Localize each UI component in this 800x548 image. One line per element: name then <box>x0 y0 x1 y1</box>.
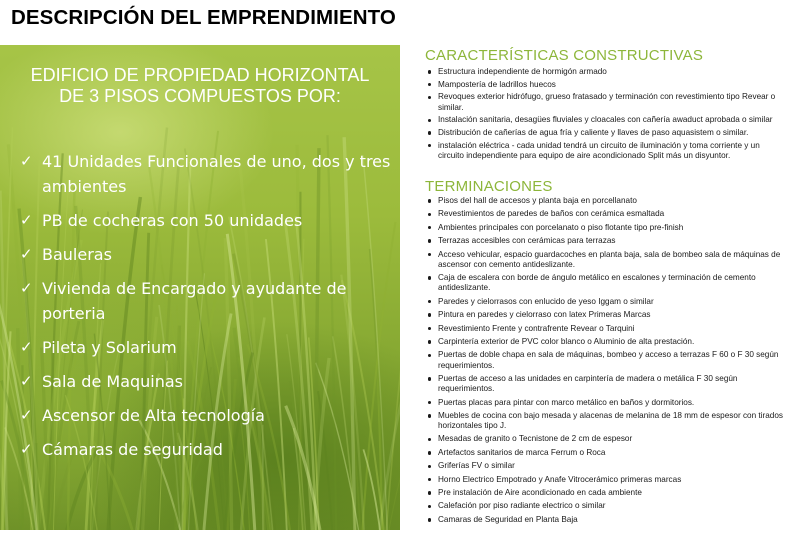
bullet-icon <box>428 144 431 147</box>
list-item-text: Carpintería exterior de PVC color blanco o Aluminio de alta prestación. <box>438 336 695 346</box>
feature-item <box>20 208 395 233</box>
list-item-text: Pintura en paredes y cielorraso con latex Primeras Marcas <box>438 310 651 320</box>
list-item-text: Muebles de cocina con bajo mesada y alacenas de melanina de 18 mm de espesor con tirados horizontales tipo J. <box>438 410 783 431</box>
page-title: DESCRIPCIÓN DEL EMPRENDIMIENTO <box>11 6 396 29</box>
list-item-text: Mesadas de granito o Tecnistone de 2 cm de espesor <box>438 434 633 444</box>
bullet-icon <box>428 253 431 256</box>
bullet-icon <box>428 518 431 521</box>
bullet-icon <box>428 354 431 357</box>
bullet-icon <box>428 478 431 481</box>
list-item <box>427 115 787 125</box>
check-icon: ✓ <box>20 211 33 229</box>
list-item-text: Instalación sanitaria, desagües fluviales y cloacales con cañería awaduct aprobada o similar <box>438 115 773 125</box>
feature-text: PB de cocheras con 50 unidades <box>42 211 303 230</box>
caracteristicas-list <box>427 67 787 164</box>
list-item <box>427 80 787 90</box>
list-item-text: Puertas placas para pintar con marco metálico en baños y dormitorios. <box>438 397 695 407</box>
list-item <box>427 411 787 431</box>
list-item <box>427 515 787 525</box>
feature-text: Vivienda de Encargado y ayudante de porteria <box>42 279 347 323</box>
panel-heading-line2: DE 3 PISOS COMPUESTOS POR: <box>59 86 341 106</box>
list-item-text: Ambientes principales con porcelanato o piso flotante tipo pre-finish <box>438 222 684 232</box>
list-item <box>427 434 787 444</box>
bullet-icon <box>428 199 431 202</box>
feature-item <box>20 149 395 199</box>
list-item-text: Caja de escalera con borde de ángulo metálico en escalones y terminación de cemento antideslizante. <box>438 273 756 293</box>
building-summary-panel <box>0 45 400 530</box>
feature-text: Pileta y Solarium <box>42 338 177 357</box>
feature-item <box>20 369 395 394</box>
bullet-icon <box>428 239 431 242</box>
bullet-icon <box>428 226 431 229</box>
bullet-icon <box>428 465 431 468</box>
list-item <box>427 67 787 77</box>
feature-item <box>20 403 395 428</box>
list-item-text: Mampostería de ladrillos huecos <box>438 79 556 89</box>
list-item <box>427 273 787 293</box>
check-icon: ✓ <box>20 406 33 424</box>
list-item <box>427 337 787 347</box>
bullet-icon <box>428 505 431 508</box>
list-item-text: Artefactos sanitarios de marca Ferrum o Roca <box>438 447 606 457</box>
list-item <box>427 209 787 219</box>
bullet-icon <box>428 131 431 134</box>
list-item-text: Terrazas accesibles con cerámicas para terrazas <box>438 236 616 246</box>
list-item <box>427 374 787 394</box>
terminaciones-title: TERMINACIONES <box>425 178 553 195</box>
panel-heading-line1: EDIFICIO DE PROPIEDAD HORIZONTAL <box>30 65 370 85</box>
bullet-icon <box>428 451 431 454</box>
bullet-icon <box>428 70 431 73</box>
feature-text: Sala de Maquinas <box>42 372 184 391</box>
list-item-text: Calefación por piso radiante electrico o similar <box>438 501 606 511</box>
list-item-text: Paredes y cielorrasos con enlucido de yeso Iggam o similar <box>438 296 654 306</box>
bullet-icon <box>428 491 431 494</box>
check-icon: ✓ <box>20 440 33 458</box>
list-item <box>427 461 787 471</box>
list-item-text: Griferías FV o similar <box>438 461 515 471</box>
check-icon: ✓ <box>20 245 33 263</box>
features-list <box>20 149 395 471</box>
bullet-icon <box>428 414 431 417</box>
list-item <box>427 128 787 138</box>
list-item <box>427 236 787 246</box>
bullet-icon <box>428 313 431 316</box>
bullet-icon <box>428 119 431 122</box>
list-item <box>427 223 787 233</box>
check-icon: ✓ <box>20 152 33 170</box>
list-item-text: Estructura independiente de hormigón armado <box>438 67 607 76</box>
list-item-text: Revestimientos de paredes de baños con cerámica esmaltada <box>438 209 665 219</box>
list-item-text: Pre instalación de Aire acondicionado en cada ambiente <box>438 488 642 498</box>
bullet-icon <box>428 401 431 404</box>
check-icon: ✓ <box>20 372 33 390</box>
list-item-text: Camaras de Seguridad en Planta Baja <box>438 514 578 524</box>
list-item <box>427 324 787 334</box>
bullet-icon <box>428 276 431 279</box>
list-item <box>427 448 787 458</box>
list-item <box>427 475 787 485</box>
bullet-icon <box>428 83 431 86</box>
list-item <box>427 92 787 112</box>
terminaciones-list <box>427 196 787 528</box>
caracteristicas-title: CARACTERÍSTICAS CONSTRUCTIVAS <box>425 47 704 64</box>
bullet-icon <box>428 340 431 343</box>
bullet-icon <box>428 300 431 303</box>
list-item-text: Revestimiento Frente y contrafrente Revear o Tarquini <box>438 323 635 333</box>
list-item <box>427 501 787 511</box>
list-item-text: Puertas de doble chapa en sala de máquinas, bombeo y acceso a terrazas F 60 o F 30 según requerimientos. <box>438 350 779 370</box>
bullet-icon <box>428 438 431 441</box>
check-icon: ✓ <box>20 279 33 297</box>
feature-item <box>20 242 395 267</box>
list-item <box>427 398 787 408</box>
list-item <box>427 297 787 307</box>
list-item <box>427 250 787 270</box>
feature-item <box>20 437 395 462</box>
feature-text: Cámaras de seguridad <box>42 440 223 459</box>
list-item <box>427 196 787 206</box>
feature-item <box>20 276 395 326</box>
list-item <box>427 141 787 161</box>
bullet-icon <box>428 377 431 380</box>
list-item <box>427 488 787 498</box>
list-item <box>427 310 787 320</box>
feature-text: Ascensor de Alta tecnología <box>42 406 265 425</box>
feature-item <box>20 335 395 360</box>
bullet-icon <box>428 96 431 99</box>
list-item-text: Acceso vehicular, espacio guardacoches en planta baja, sala de bombeo sala de máquinas de ascensor con cemento antideslizante. <box>438 249 781 269</box>
list-item-text: Horno Electrico Empotrado y Anafe Vitrocerámico primeras marcas <box>438 474 682 484</box>
feature-text: Bauleras <box>42 245 112 264</box>
list-item-text: instalación eléctrica - cada unidad tendrá un circuito de iluminación y toma corriente y un circuito independiente para equipo de aire acondicionado Split más un disyuntor. <box>438 140 760 160</box>
list-item-text: Puertas de acceso a las unidades en carpintería de madera o metálica F 30 según requerimientos. <box>438 373 738 394</box>
feature-text: 41 Unidades Funcionales de uno, dos y tres ambientes <box>42 152 391 196</box>
list-item-text: Distribución de cañerías de agua fría y caliente y llaves de paso aquasistem o similar. <box>438 128 749 138</box>
check-icon: ✓ <box>20 338 33 356</box>
list-item <box>427 350 787 370</box>
bullet-icon <box>428 213 431 216</box>
list-item-text: Pisos del hall de accesos y planta baja en porcellanato <box>438 196 637 205</box>
list-item-text: Revoques exterior hidrófugo, grueso fratasado y terminación con revestimiento tipo Revear o similar. <box>438 92 776 112</box>
bullet-icon <box>428 327 431 330</box>
